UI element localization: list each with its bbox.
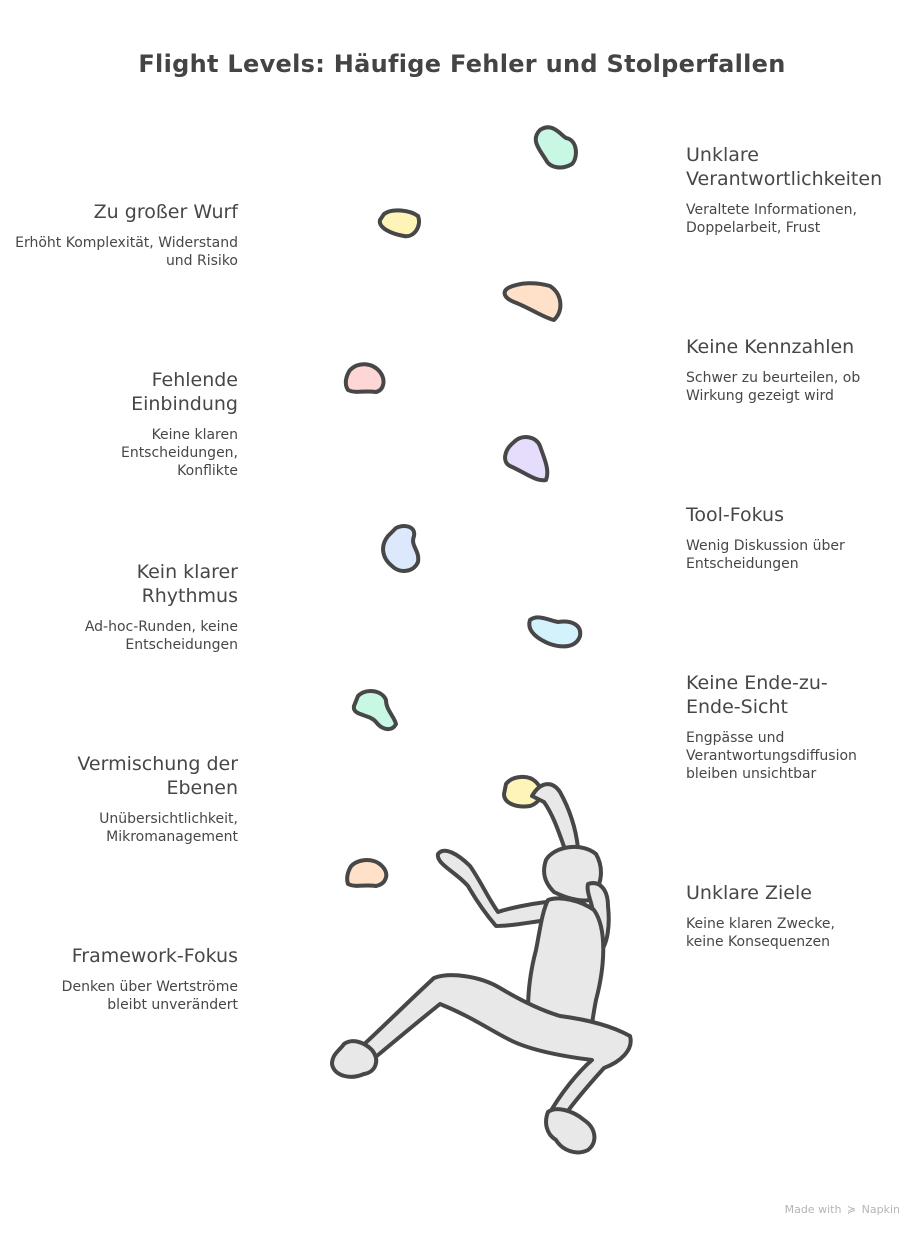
climber-figure xyxy=(332,784,631,1152)
pitfall-unklare-ziele xyxy=(686,881,916,951)
pitfall-tool-fokus xyxy=(686,503,916,573)
page-title: Flight Levels: Häufige Fehler und Stolperfallen xyxy=(138,50,786,78)
hold-peach-bottom xyxy=(347,860,386,886)
hold-cyan xyxy=(529,617,580,646)
pitfall-description: Keine klaren Entscheidungen, Konflikte xyxy=(120,427,238,479)
pitfall-zu-grosser-wurf xyxy=(8,200,238,270)
pitfall-description: Veraltete Informationen, Doppelarbeit, Frust xyxy=(686,202,857,236)
pitfall-fehlende-einbindung xyxy=(8,368,238,480)
hold-blue xyxy=(383,526,418,571)
pitfall-description: Erhöht Komplexität, Widerstand und Risiko xyxy=(15,235,238,269)
pitfall-description: Denken über Wertströme bleibt unverändert xyxy=(61,979,238,1013)
pitfall-keine-kennzahlen xyxy=(686,335,916,405)
pitfall-heading: Keine Ende-zu-Ende-Sicht xyxy=(686,672,828,718)
pitfall-description: Schwer zu beurteilen, ob Wirkung gezeigt wird xyxy=(686,370,861,404)
hold-mint-bottom xyxy=(354,691,396,729)
footer-watermark xyxy=(785,1203,900,1216)
pitfall-description: Ad-hoc-Runden, keine Entscheidungen xyxy=(84,619,238,653)
hold-peach xyxy=(505,283,561,320)
brand-label: Napkin xyxy=(861,1203,900,1216)
pitfall-heading: Framework-Fokus xyxy=(71,945,238,967)
pitfall-vermischung-der-ebenen xyxy=(8,752,238,846)
pitfall-heading: Keine Kennzahlen xyxy=(686,336,855,358)
pitfall-heading: Unklare Verantwortlichkeiten xyxy=(686,144,883,190)
pitfall-heading: Tool-Fokus xyxy=(686,504,784,526)
pitfall-kein-klarer-rhythmus xyxy=(8,560,238,654)
pitfall-framework-fokus xyxy=(8,944,238,1014)
pitfall-description: Wenig Diskussion über Entscheidungen xyxy=(686,538,845,572)
pitfall-heading: Kein klarer Rhythmus xyxy=(136,561,238,607)
made-with-label: Made with xyxy=(784,1203,842,1216)
napkin-logo-icon: ≽ xyxy=(846,1203,857,1216)
pitfall-description: Unübersichtlichkeit, Mikromanagement xyxy=(99,811,238,845)
pitfall-heading: Unklare Ziele xyxy=(686,882,812,904)
pitfall-keine-ende-zu-ende-sicht xyxy=(686,671,916,783)
hold-lavender xyxy=(505,437,547,480)
pitfall-unklare-verantwortlichkeiten xyxy=(686,143,916,237)
hold-pink xyxy=(346,364,384,392)
pitfall-heading: Zu großer Wurf xyxy=(93,201,238,223)
pitfall-heading: Vermischung der Ebenen xyxy=(77,753,238,799)
hold-mint-top xyxy=(536,127,576,167)
hold-yellow xyxy=(380,210,419,236)
pitfall-description: Keine klaren Zwecke, keine Konsequenzen xyxy=(686,916,835,950)
pitfall-heading: Fehlende Einbindung xyxy=(131,369,238,415)
pitfall-description: Engpässe und Verantwortungsdiffusion bleiben unsichtbar xyxy=(686,730,857,782)
